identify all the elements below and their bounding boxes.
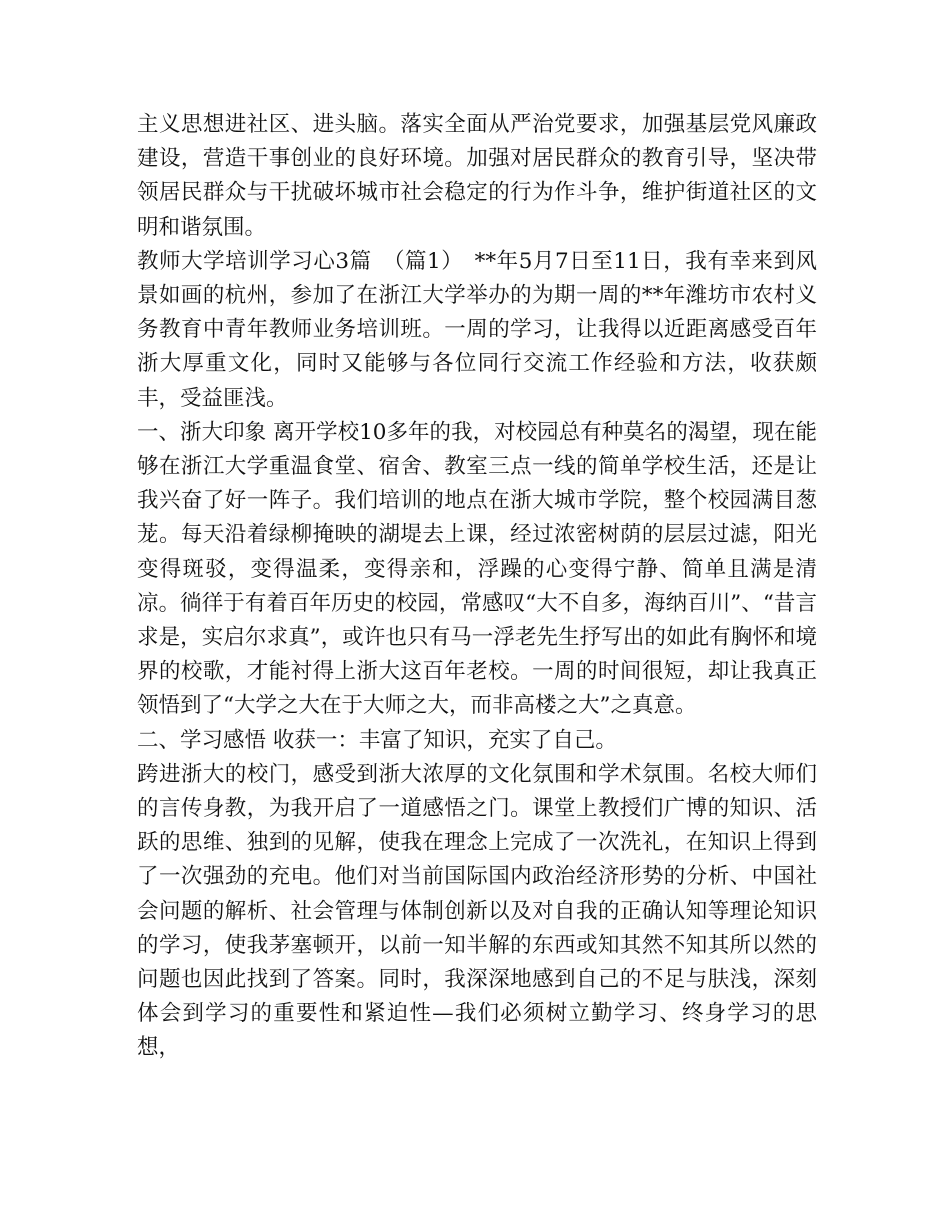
paragraph-section-heading-insights: 二、学习感悟 收获一：丰富了知识，充实了自己。 [137,727,617,753]
paragraph-insights-body: 跨进浙大的校门，感受到浙大浓厚的文化氛围和学术氛围。名校大师们的言传身教，为我开启了一道感悟之门。课堂上教授们广博的知识、活跃的思维、独到的见解，使我在理念上完成了一次洗礼，在知识上得到了一次强劲的充电。他们对当前国际国内政治经济形势的分析、中国社会问题的解析、社会管理与体制创新以及对自我的正确认知等理论知识的学习，使我茅塞顿开，以前一知半解的东西或知其然不知其所以然的问题也因此找到了答案。同时，我深深地感到自己的不足与肤浅，深刻体会到学习的重要性和紧迫性—我们必须树立勤学习、终身学习的思想， [137,761,817,1061]
document-page [137,108,817,1066]
paragraph-section-impression: 一、浙大印象 离开学校10多年的我，对校园总有种莫名的渴望，现在能够在浙江大学重温食堂、宿舍、教室三点一线的简单学校生活，还是让我兴奋了好一阵子。我们培训的地点在浙大城市学院，整个校园满目葱茏。每天沿着绿柳掩映的湖堤去上课，经过浓密树荫的层层过滤，阳光变得斑驳，变得温柔，变得亲和，浮躁的心变得宁静、简单且满是清凉。徜徉于有着百年历史的校园，常感叹“大不自多，海纳百川”、“昔言求是，实启尔求真”，或许也只有马一浮老先生抒写出的如此有胸怀和境界的校歌，才能衬得上浙大这百年老校。一周的时间很短，却让我真正领悟到了“大学之大在于大师之大，而非高楼之大”之真意。 [137,419,817,719]
paragraph-article-opening: 教师大学培训学习心3篇 （篇1） **年5月7日至11日，我有幸来到风景如画的杭州，参加了在浙江大学举办的为期一周的**年潍坊市农村义务教育中青年教师业务培训班。一周的学习，让我得以近距离感受百年浙大厚重文化，同时又能够与各位同行交流工作经验和方法，收获颇丰，受益匪浅。 [137,248,817,411]
paragraph-intro-continuation: 主义思想进社区、进头脑。落实全面从严治党要求，加强基层党风廉政建设，营造干事创业的良好环境。加强对居民群众的教育引导，坚决带领居民群众与干扰破坏城市社会稳定的行为作斗争，维护街道社区的文明和谐氛围。 [137,112,817,240]
